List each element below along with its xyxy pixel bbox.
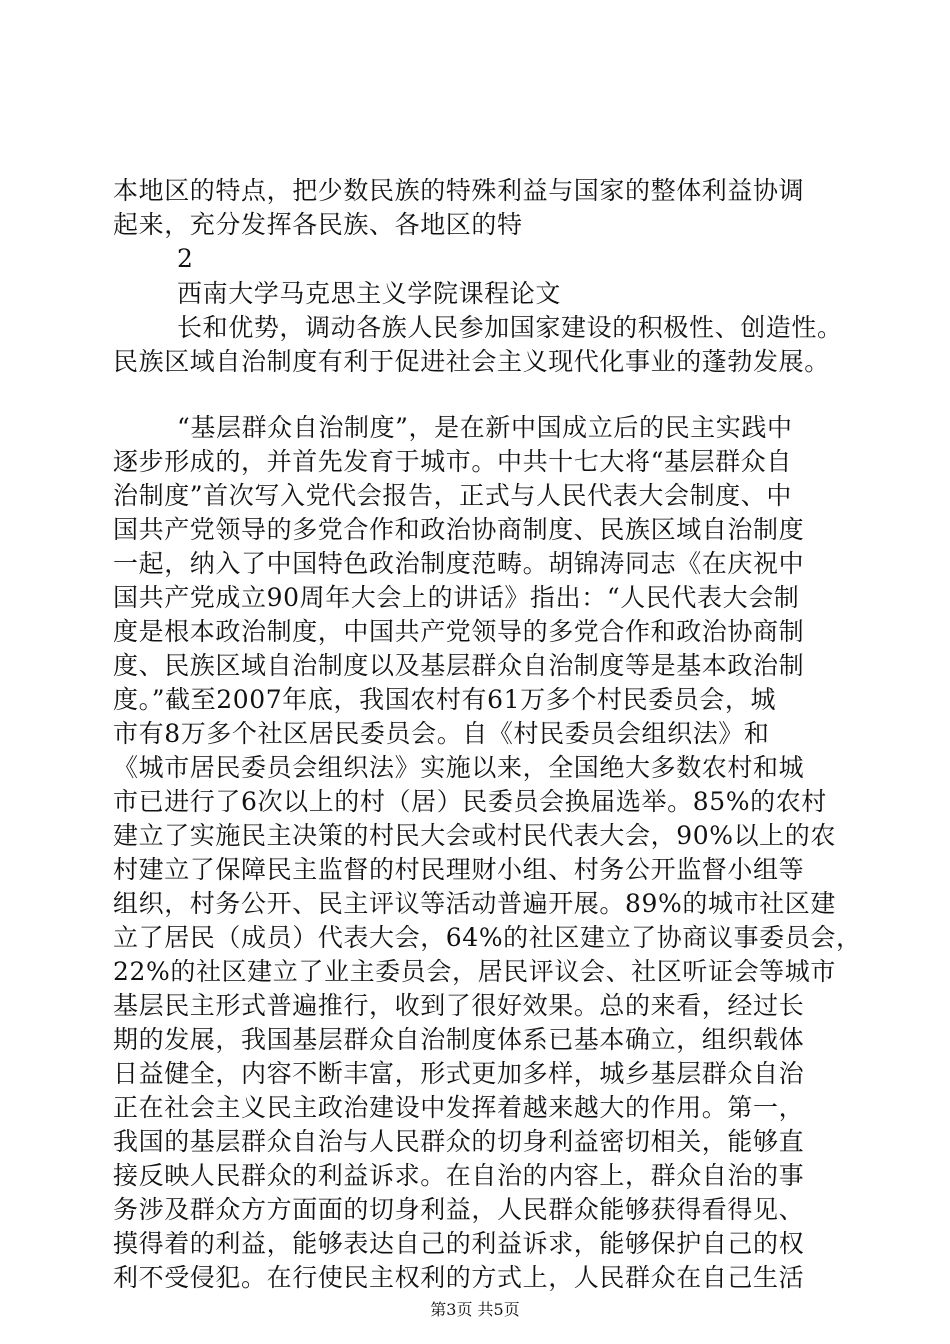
page-number-marker: 2 — [177, 244, 194, 273]
course-paper-header: 西南大学马克思主义学院课程论文 — [177, 279, 562, 308]
body-text-line: 《城市居民委员会组织法》实施以来，全国绝大多数农村和城 — [113, 753, 805, 782]
body-text-line: 长和优势，调动各族人民参加国家建设的积极性、创造性。 — [177, 313, 843, 342]
body-text-line: 利不受侵犯。在行使民主权利的方式上，人民群众在自己生活 — [113, 1263, 805, 1292]
body-text-line: 基层民主形式普遍推行，收到了很好效果。总的来看，经过长 — [113, 991, 805, 1020]
page-footer: 第3页 共5页 — [430, 1300, 520, 1319]
body-text-line: 民族区域自治制度有利于促进社会主义现代化事业的蓬勃发展。 — [113, 347, 830, 376]
body-text-line: 22%的社区建立了业主委员会，居民评议会、社区听证会等城市 — [113, 957, 836, 986]
body-text-line: 组织，村务公开、民主评议等活动普遍开展。89%的城市社区建 — [113, 889, 836, 918]
body-text-line: 度。”截至2007年底，我国农村有61万多个村民委员会，城 — [113, 685, 777, 714]
body-text-line: 期的发展，我国基层群众自治制度体系已基本确立，组织载体 — [113, 1025, 805, 1054]
body-text-line: 国共产党领导的多党合作和政治协商制度、民族区域自治制度 — [113, 515, 805, 544]
body-text-line: 日益健全，内容不断丰富，形式更加多样，城乡基层群众自治 — [113, 1059, 805, 1088]
body-text-line: 市有8万多个社区居民委员会。自《村民委员会组织法》和 — [113, 719, 770, 748]
body-text-line: 摸得着的利益，能够表达自己的利益诉求，能够保护自己的权 — [113, 1229, 805, 1258]
body-text-line: 村建立了保障民主监督的村民理财小组、村务公开监督小组等 — [113, 855, 805, 884]
body-text-line: 一起，纳入了中国特色政治制度范畴。胡锦涛同志《在庆祝中 — [113, 549, 805, 578]
body-text-line: 我国的基层群众自治与人民群众的切身利益密切相关，能够直 — [113, 1127, 805, 1156]
body-text-line: 逐步形成的，并首先发育于城市。中共十七大将“基层群众自 — [113, 447, 792, 476]
body-text-line: 接反映人民群众的利益诉求。在自治的内容上，群众自治的事 — [113, 1161, 805, 1190]
body-text-line: 正在社会主义民主政治建设中发挥着越来越大的作用。第一， — [113, 1093, 805, 1122]
body-text-line: 度、民族区域自治制度以及基层群众自治制度等是基本政治制 — [113, 651, 805, 680]
body-text-line: 度是根本政治制度，中国共产党领导的多党合作和政治协商制 — [113, 617, 805, 646]
body-text-line: 治制度”首次写入党代会报告，正式与人民代表大会制度、中 — [113, 481, 792, 510]
body-text-line: 务涉及群众方方面面的切身利益，人民群众能够获得看得见、 — [113, 1195, 805, 1224]
body-text-line: 起来，充分发挥各民族、各地区的特 — [113, 210, 523, 239]
body-text-line: 国共产党成立90周年大会上的讲话》指出：“人民代表大会制 — [113, 583, 800, 612]
paragraph-start-line: “基层群众自治制度”，是在新中国成立后的民主实践中 — [177, 413, 793, 442]
body-text-line: 立了居民（成员）代表大会，64%的社区建立了协商议事委员会， — [113, 923, 862, 952]
body-text-line: 本地区的特点，把少数民族的特殊利益与国家的整体利益协调 — [113, 176, 805, 205]
body-text-line: 建立了实施民主决策的村民大会或村民代表大会，90%以上的农 — [113, 821, 836, 850]
body-text-line: 市已进行了6次以上的村（居）民委员会换届选举。85%的农村 — [113, 787, 827, 816]
